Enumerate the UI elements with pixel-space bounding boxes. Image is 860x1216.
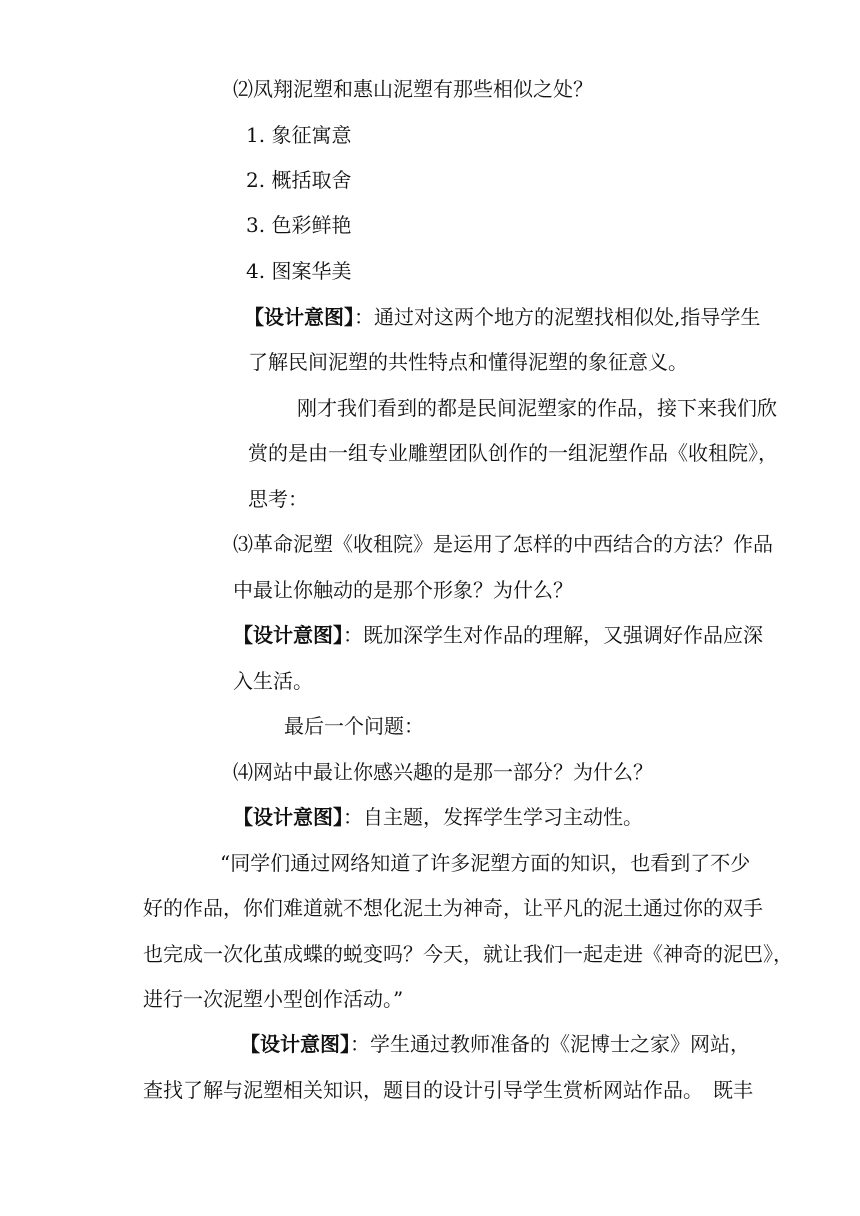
design-intent-4-line-2: 查找了解与泥塑相关知识，题目的设计引导学生赏析网站作品。 既丰: [143, 1078, 753, 1102]
design-intent-2-line-1: [233, 622, 763, 648]
list-item-1: 1. 象征寓意: [246, 123, 352, 147]
question-3-line-1: ⑶革命泥塑《收租院》是运用了怎样的中西结合的方法？作品: [233, 532, 773, 556]
design-intent-label: 【设计意图】: [233, 623, 343, 647]
design-intent-2-line-2: 入生活。: [233, 669, 313, 693]
design-intent-1-text: ：通过对这两个地方的泥塑找相似处,指导学生: [354, 305, 761, 329]
design-intent-label: 【设计意图】: [240, 1032, 350, 1056]
paragraph-1-line-1: 刚才我们看到的都是民间泥塑家的作品，接下来我们欣: [297, 396, 777, 420]
list-item-4: 4. 图案华美: [246, 259, 352, 283]
quote-line-2: 好的作品，你们难道就不想化泥土为神奇，让平凡的泥土通过你的双手: [143, 896, 763, 920]
quote-line-1: “同学们通过网络知道了许多泥塑方面的知识，也看到了不少: [220, 851, 751, 875]
design-intent-label: 【设计意图】: [244, 305, 354, 329]
design-intent-label: 【设计意图】: [233, 805, 343, 829]
design-intent-1-line-1: [244, 304, 760, 330]
paragraph-1-line-3: 思考：: [248, 487, 308, 511]
quote-line-3: 也完成一次化茧成蝶的蜕变吗？今天，就让我们一起走进《神奇的泥巴》，: [143, 942, 793, 966]
paragraph-1-line-2: 赏的是由一组专业雕塑团队创作的一组泥塑作品《收租院》，: [248, 441, 778, 465]
list-item-2: 2. 概括取舍: [246, 168, 352, 192]
question-3-line-2: 中最让你触动的是那个形象？为什么？: [233, 578, 573, 602]
design-intent-4-text: ：学生通过教师准备的《泥博士之家》网站，: [350, 1032, 750, 1056]
design-intent-1-line-2: 了解民间泥塑的共性特点和懂得泥塑的象征意义。: [248, 350, 688, 374]
question-2: ⑵凤翔泥塑和惠山泥塑有那些相似之处？: [233, 77, 593, 101]
design-intent-3-text: ：自主题，发挥学生学习主动性。: [343, 805, 643, 829]
list-item-3: 3. 色彩鲜艳: [246, 213, 352, 237]
last-question-intro: 最后一个问题：: [284, 714, 424, 738]
question-4: ⑷网站中最让你感兴趣的是那一部分？为什么？: [233, 760, 653, 784]
quote-line-4: 进行一次泥塑小型创作活动。”: [143, 987, 404, 1011]
design-intent-2-text: ：既加深学生对作品的理解，又强调好作品应深: [343, 623, 763, 647]
design-intent-4-line-1: [240, 1031, 750, 1057]
design-intent-3: [233, 804, 643, 830]
